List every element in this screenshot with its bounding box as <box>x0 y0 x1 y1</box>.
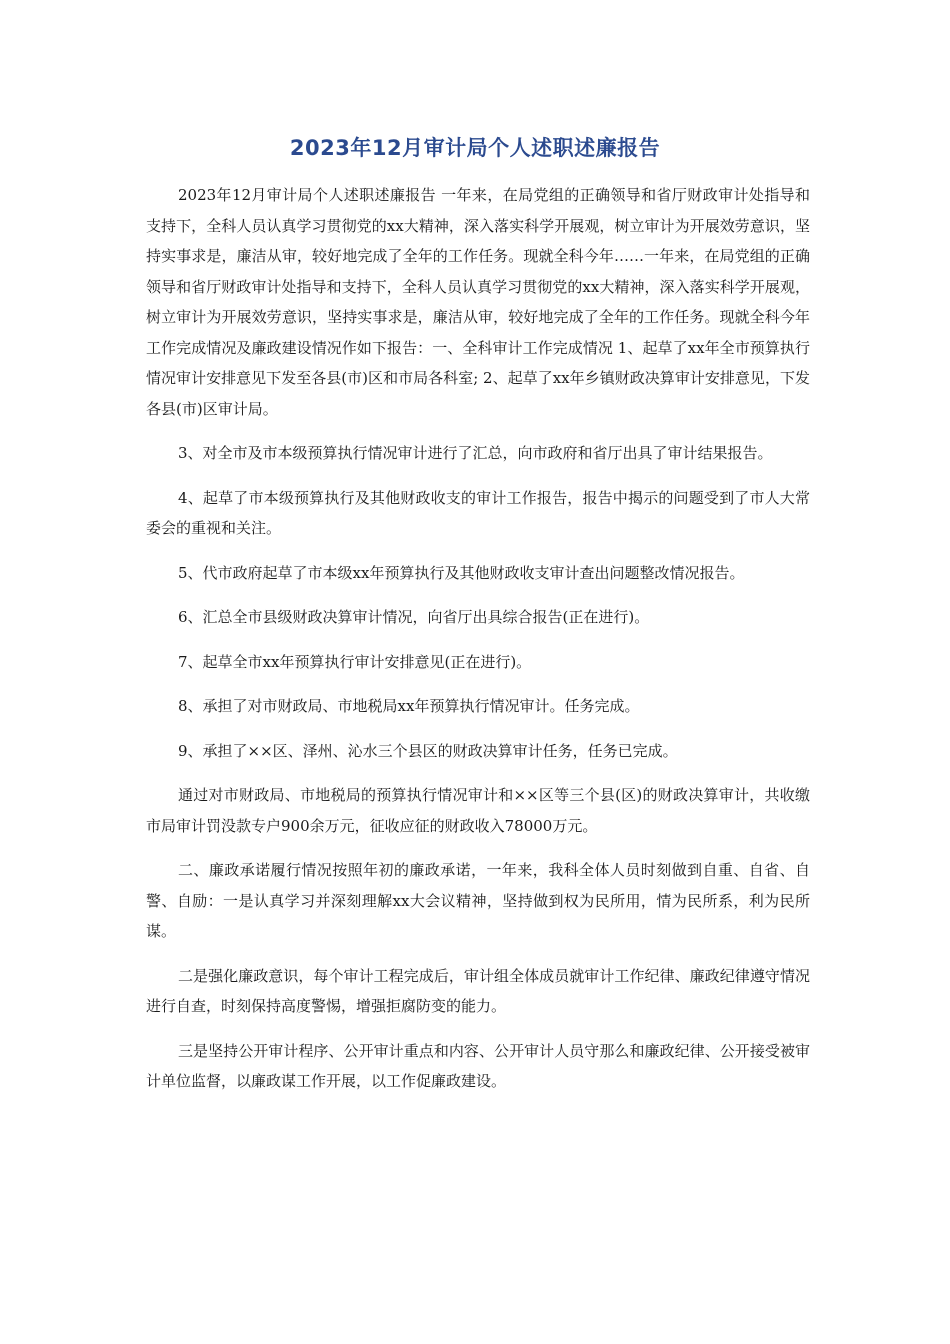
paragraph-item-5: 5、代市政府起草了市本级xx年预算执行及其他财政收支审计查出问题整改情况报告。 <box>178 563 745 582</box>
document-title: 2023年12月审计局个人述职述廉报告 <box>289 136 661 160</box>
paragraph-item-6: 6、汇总全市县级财政决算审计情况，向省厅出具综合报告(正在进行)。 <box>178 608 650 626</box>
paragraph-item-4: 4、起草了市本级预算执行及其他财政收支的审计工作报告，报告中揭示的问题受到了市人大常委会的重视和关注。 <box>146 488 810 537</box>
paragraph-intro: 2023年12月审计局个人述职述廉报告 一年来，在局党组的正确领导和省厅财政审计处指导和支持下，全科人员认真学习贯彻党的xx大精神，深入落实科学开展观，树立审计为开展效劳意识，坚持实事求是，廉洁从审，较好地完成了全年的工作任务。现就全科今年……一年来，在局党组的正确领导和省厅财政审计处指导和支持下，全科人员认真学习贯彻党的xx大精神，深入落实科学开展观，树立审计为开展效劳意识，坚持实事求是，廉洁从审，较好地完成了全年的工作任务。现就全科今年工作完成情况及廉政建设情况作如下报告：一、全科审计工作完成情况 1、起草了xx年全市预算执行情况审计安排意见下发至各县(市)区和市局各科室; 2、起草了xx年乡镇财政决算审计安排意见，下发各县(市)区审计局。 <box>146 186 810 418</box>
paragraph-integrity-commitment: 二、廉政承诺履行情况按照年初的廉政承诺，一年来，我科全体人员时刻做到自重、自省、自警、自励：一是认真学习并深刻理解xx大会议精神，坚持做到权为民所用，情为民所系，利为民所谋。 <box>146 861 810 940</box>
paragraph-summary: 通过对市财政局、市地税局的预算执行情况审计和××区等三个县(区)的财政决算审计，共收缴市局审计罚没款专户900余万元，征收应征的财政收入78000万元。 <box>146 786 810 835</box>
paragraph-integrity-awareness: 二是强化廉政意识，每个审计工程完成后，审计组全体成员就审计工作纪律、廉政纪律遵守情况进行自查，时刻保持高度警惕，增强拒腐防变的能力。 <box>146 966 810 1015</box>
paragraph-item-7: 7、起草全市xx年预算执行审计安排意见(正在进行)。 <box>178 652 532 671</box>
paragraph-item-9: 9、承担了××区、泽州、沁水三个县区的财政决算审计任务，任务已完成。 <box>178 741 678 760</box>
paragraph-item-3: 3、对全市及市本级预算执行情况审计进行了汇总，向市政府和省厅出具了审计结果报告。 <box>178 444 773 462</box>
paragraph-open-audit: 三是坚持公开审计程序、公开审计重点和内容、公开审计人员守那么和廉政纪律、公开接受被审计单位监督，以廉政谋工作开展，以工作促廉政建设。 <box>146 1041 810 1090</box>
document-body <box>146 180 810 1111</box>
paragraph-item-8: 8、承担了对市财政局、市地税局xx年预算执行情况审计。任务完成。 <box>178 697 640 715</box>
